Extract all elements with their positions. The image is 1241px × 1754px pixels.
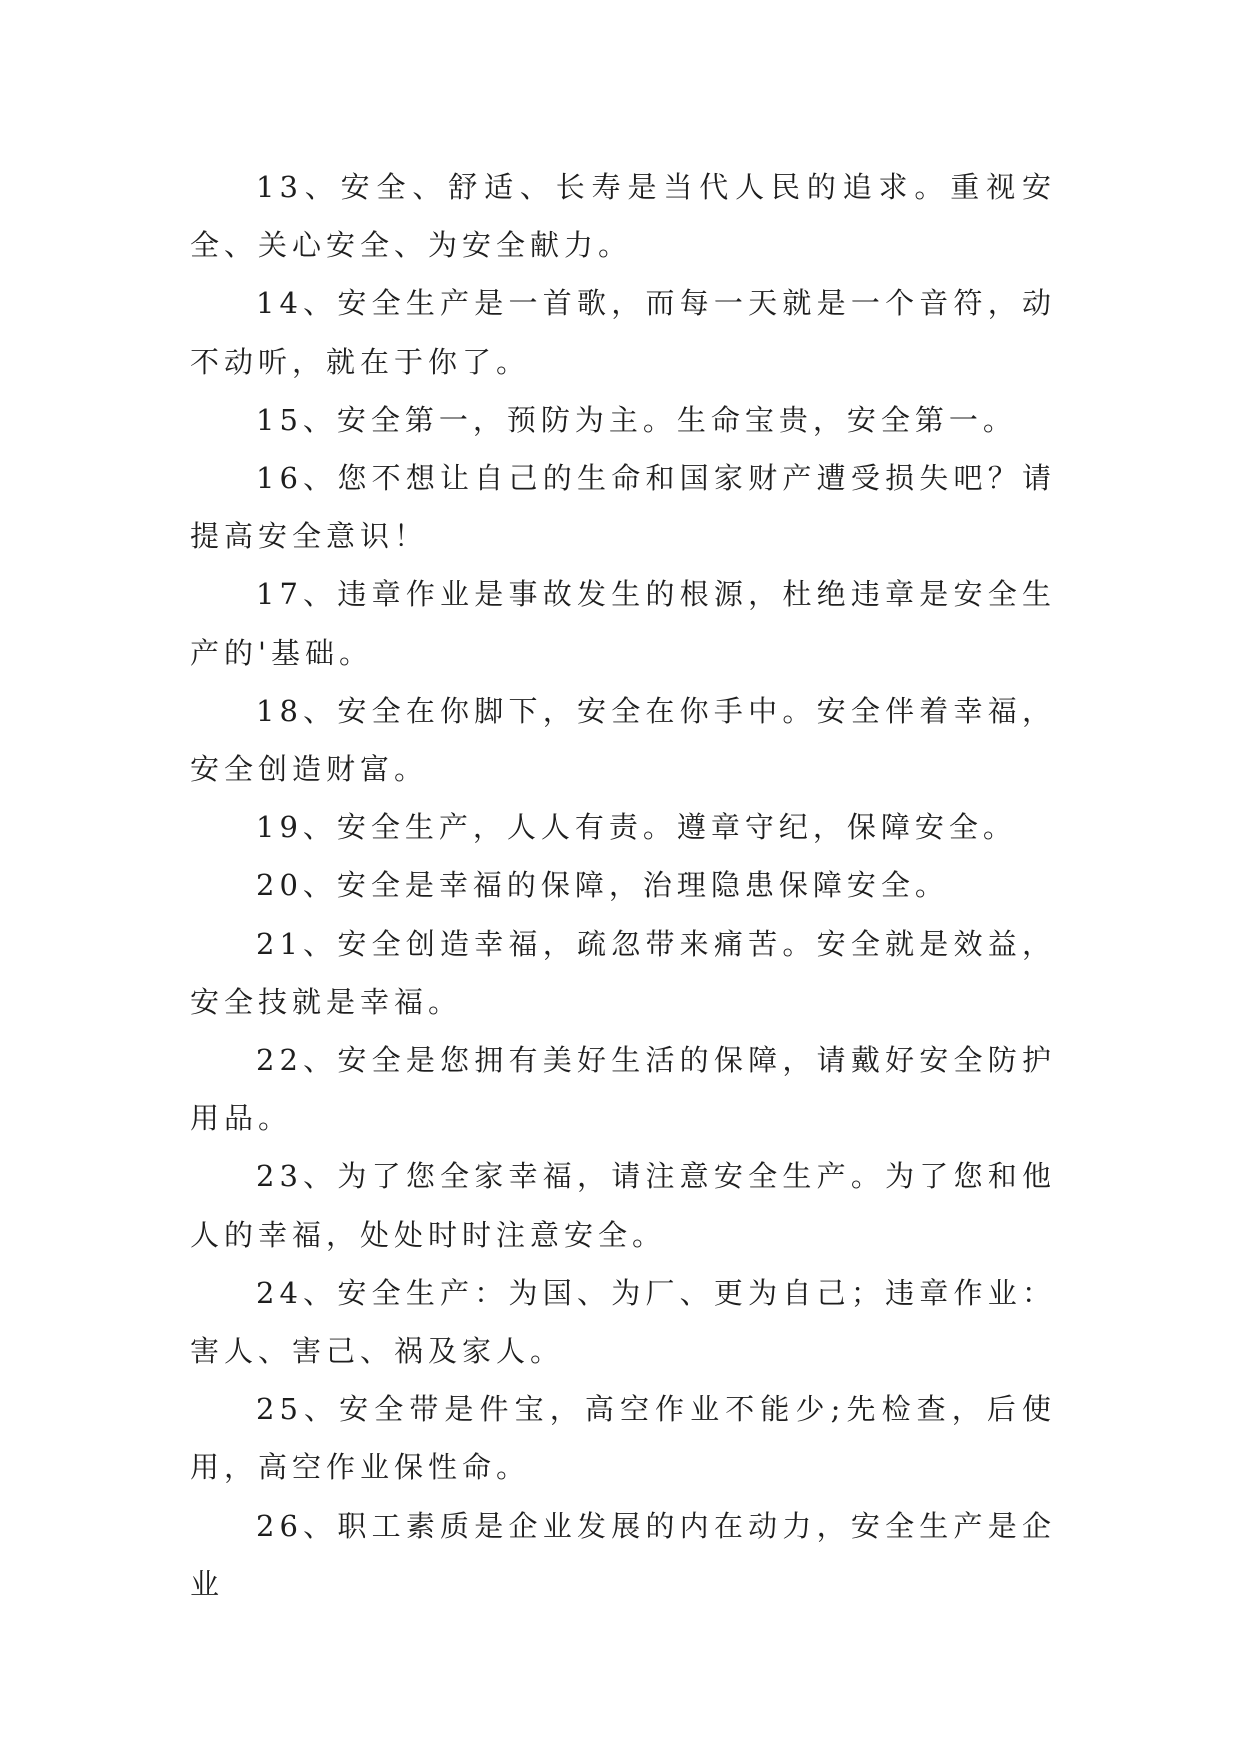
slogan-paragraph: 23、为了您全家幸福，请注意安全生产。为了您和他人的幸福，处处时时注意安全。 [190,1159,1056,1252]
slogan-paragraph: 26、职工素质是企业发展的内在动力，安全生产是企业 [190,1508,1056,1601]
slogan-paragraph: 15、安全第一，预防为主。生命宝贵，安全第一。 [256,402,1017,437]
slogan-paragraph: 19、安全生产，人人有责。遵章守纪，保障安全。 [256,810,1017,845]
slogan-paragraph: 14、安全生产是一首歌，而每一天就是一个音符，动不动听，就在于你了。 [190,286,1056,379]
slogan-paragraph: 22、安全是您拥有美好生活的保障，请戴好安全防护用品。 [190,1043,1056,1136]
slogan-paragraph: 24、安全生产：为国、为厂、更为自己；违章作业：害人、害己、祸及家人。 [190,1275,1056,1369]
slogan-paragraph: 17、违章作业是事故发生的根源，杜绝违章是安全生产的'基础。 [190,577,1056,670]
slogan-paragraph: 13、安全、舒适、长寿是当代人民的追求。重视安全、关心安全、为安全献力。 [190,170,1056,263]
slogan-paragraph: 25、安全带是件宝，高空作业不能少;先检查，后使用，高空作业保性命。 [190,1392,1056,1485]
slogan-paragraph: 18、安全在你脚下，安全在你手中。安全伴着幸福，安全创造财富。 [190,693,1056,787]
slogan-paragraph: 20、安全是幸福的保障，治理隐患保障安全。 [256,868,949,903]
slogan-paragraph: 16、您不想让自己的生命和国家财产遭受损失吧？请提高安全意识！ [190,461,1056,554]
slogan-paragraph: 21、安全创造幸福，疏忽带来痛苦。安全就是效益，安全技就是幸福。 [190,926,1056,1019]
document-body [190,158,1056,1613]
